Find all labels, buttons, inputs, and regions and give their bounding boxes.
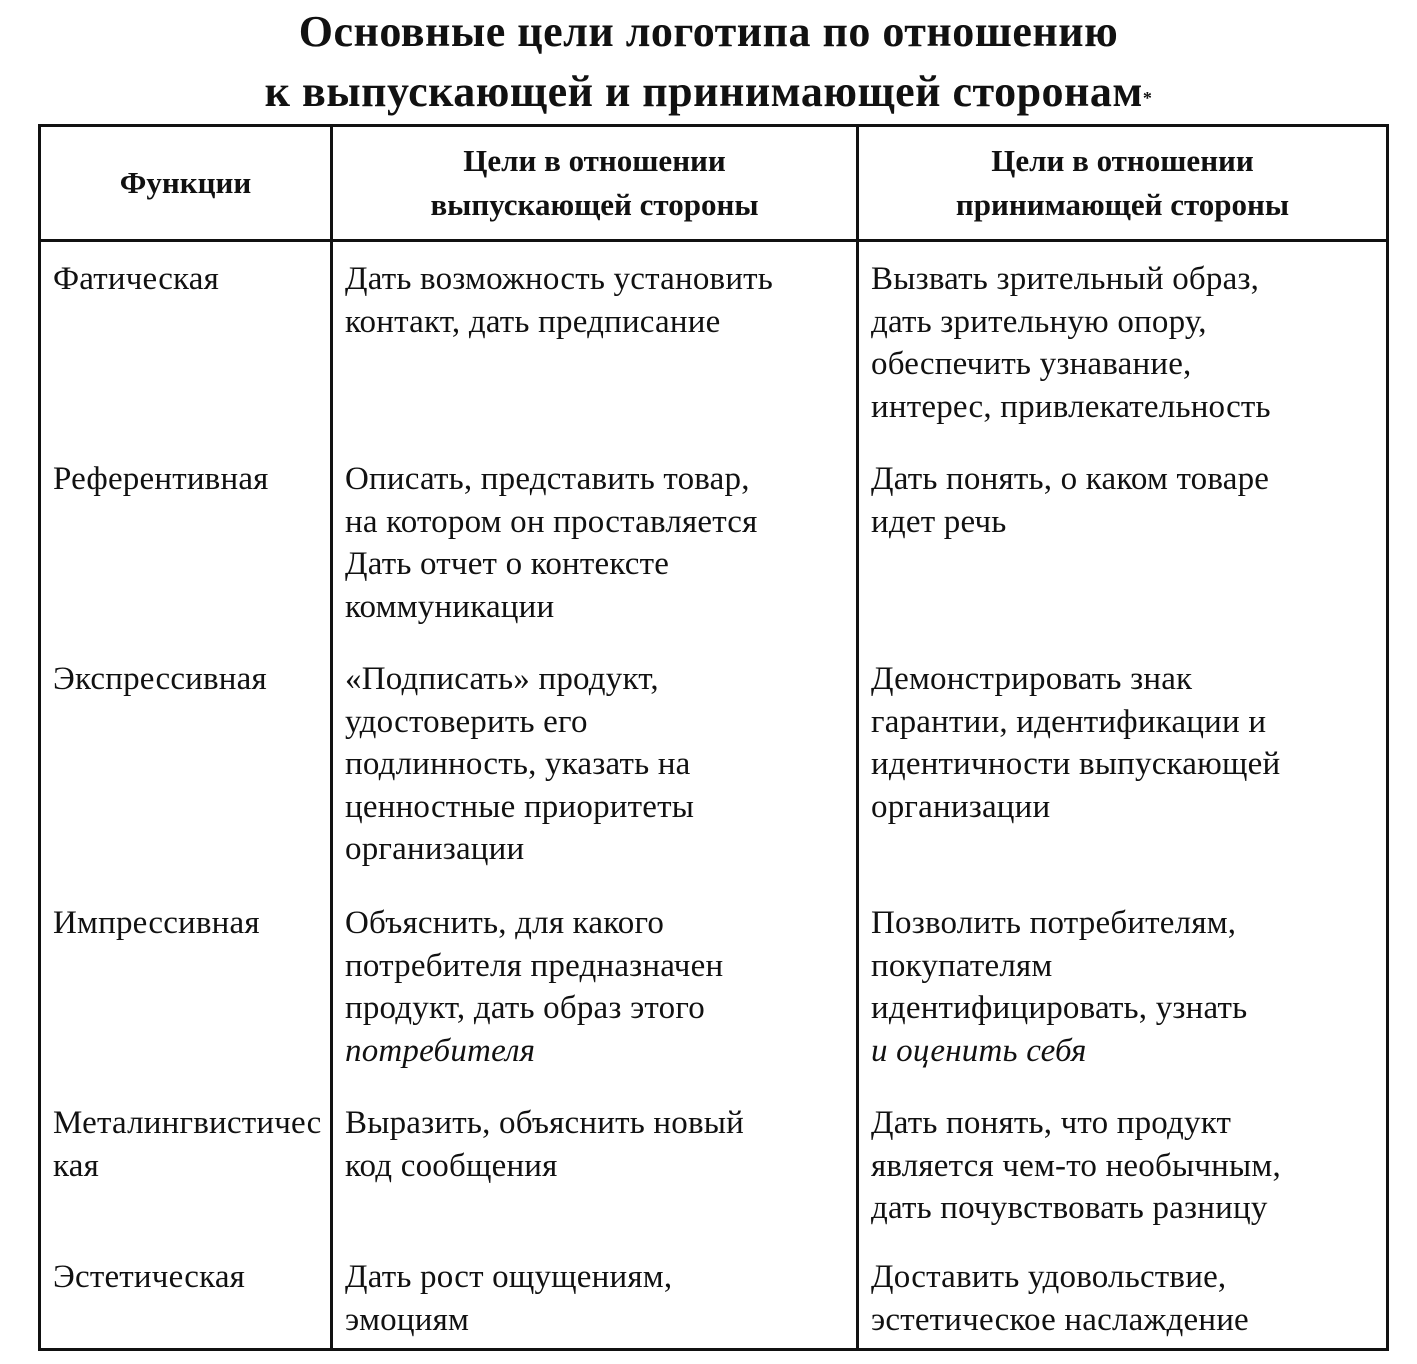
cell-function: Металингвистическая [40,1098,332,1252]
cell-issuer-goal: Описать, представить товар, на котором он проставляется Дать отчет о контексте коммуникации [332,454,858,654]
cell-issuer-goal: Дать возможность установить контакт, дать предписание [332,241,858,455]
table-row [40,898,1388,1098]
table-header-row [40,126,1388,241]
title-line-2 [0,62,1417,122]
logo-goals-table [38,124,1389,1351]
receiver-goal-text: Позволить потребителям, покупателям идентифицировать, узнать [871,905,1248,1026]
cell-receiver-goal: Дать понять, о каком товаре идет речь [858,454,1388,654]
cell-function: Референтивная [40,454,332,654]
receiver-goal-italic: и оценить себя [871,1032,1087,1069]
cell-receiver-goal: Демонстрировать знак гарантии, идентификации и идентичности выпускающей организации [858,654,1388,898]
issuer-goal-text: Объяснить, для какого потребителя предназначен продукт, дать образ этого [345,905,724,1026]
cell-issuer-goal: Дать рост ощущениям, эмоциям [332,1252,858,1350]
cell-issuer-goal: «Подписать» продукт, удостоверить его подлинность, указать на ценностные приоритеты организации [332,654,858,898]
issuer-goal-italic: потребителя [345,1032,536,1069]
table-row [40,241,1388,455]
cell-function: Импрессивная [40,898,332,1098]
cell-function: Эстетическая [40,1252,332,1350]
header-receiver-goals: Цели в отношении принимающей стороны [858,126,1388,241]
table-row [40,454,1388,654]
table-row [40,654,1388,898]
cell-issuer-goal [332,898,858,1098]
cell-receiver-goal: Доставить удовольствие, эстетическое наслаждение [858,1252,1388,1350]
cell-receiver-goal: Вызвать зрительный образ, дать зрительную опору, обеспечить узнавание, интерес, привлекательность [858,241,1388,455]
cell-function: Фатическая [40,241,332,455]
header-functions: Функции [40,126,332,241]
cell-function: Экспрессивная [40,654,332,898]
cell-receiver-goal: Дать понять, что продукт является чем-то необычным, дать почувствовать разницу [858,1098,1388,1252]
cell-receiver-goal [858,898,1388,1098]
title-line-2-text: к выпускающей и принимающей сторонам [264,67,1143,116]
title-line-1: Основные цели логотипа по отношению [298,7,1119,56]
title-footnote-mark: * [1142,88,1153,108]
table-row [40,1252,1388,1350]
header-issuer-goals: Цели в отношении выпускающей стороны [332,126,858,241]
page-title [0,2,1417,122]
cell-issuer-goal: Выразить, объяснить новый код сообщения [332,1098,858,1252]
table-row [40,1098,1388,1252]
